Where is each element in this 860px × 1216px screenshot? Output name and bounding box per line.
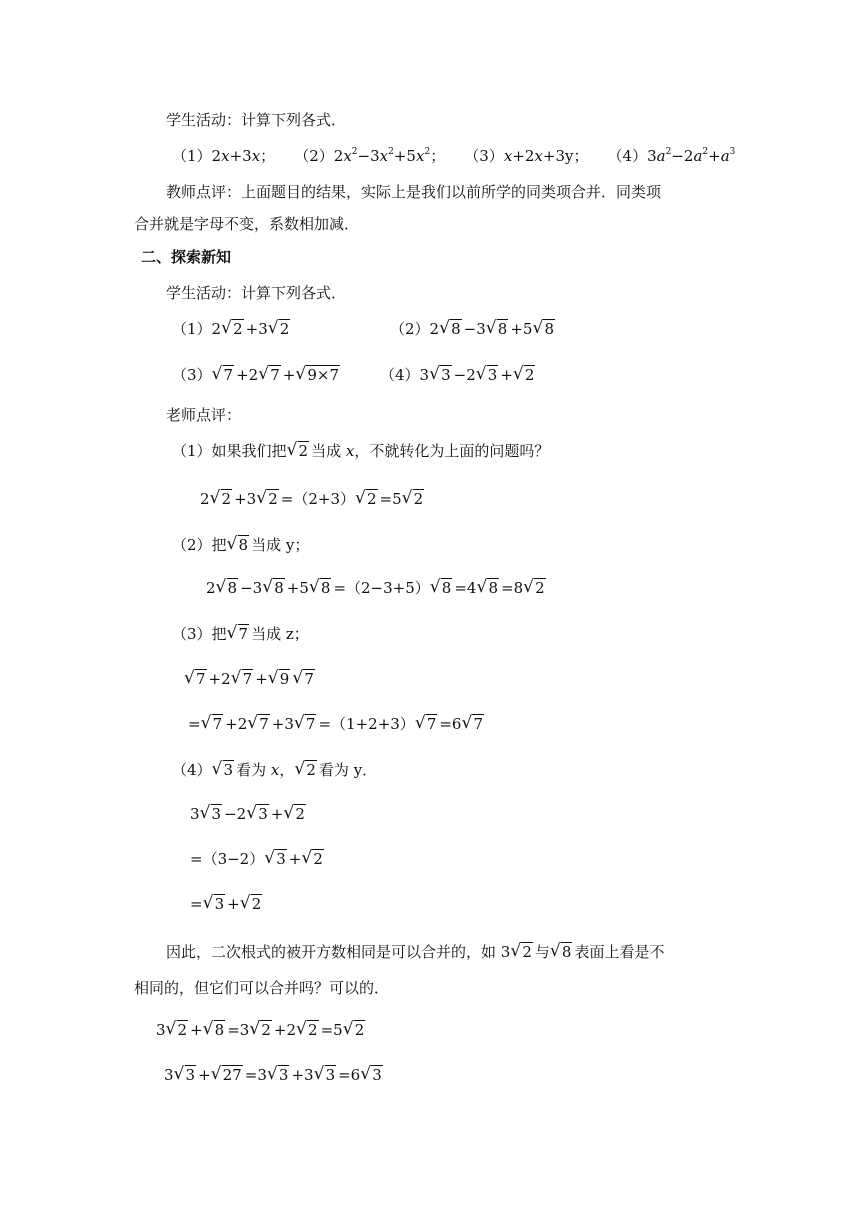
student-activity-1: 学生活动：计算下列各式． [166, 111, 347, 129]
solution-3-line-1: √ 7 +2√ 7 +√ 9√ 7 [184, 668, 317, 690]
hint-3: （3）把√ 7 当成 z； [172, 623, 309, 645]
solution-2: 2√ 8 −3√ 8 +5√ 8 =（2−3+5）√ 8 =4√ 8 =8√ 2 [206, 577, 548, 599]
teacher-comment-1: 教师点评：上面题目的结果，实际上是我们以前所学的同类项合并．同类项 [166, 183, 662, 201]
hint-2: （2）把√ 8 当成 y； [172, 534, 309, 556]
solution-1: 2√ 2 +3√ 2 =（2+3）√ 2 =5√ 2 [200, 488, 426, 510]
exercise-3: （3）√ 7 +2√ 7 +√ 9×7 [172, 364, 342, 386]
conclusion-1: 因此，二次根式的被开方数相同是可以合并的，如 3√ 2 与√ 8 表面上看是不 [166, 941, 664, 963]
solution-4-line-1: 3√ 3 −2√ 3 +√ 2 [190, 803, 308, 825]
hint-4: （4）√ 3 看为 x，√ 2 看为 y． [172, 759, 377, 781]
exercise-4: （4）3√ 3 −2√ 3 +√ 2 [380, 364, 537, 386]
solution-3-line-2: =√ 7 +2√ 7 +3√ 7 =（1+2+3）√ 7 =6√ 7 [188, 713, 486, 735]
exercise-list-1: （1）2x+3x； $(2)2x^2-3x^2+5x^2$； （3）x+2x+3y； $(4)3a^2-2a^2+a^3$ [172, 147, 736, 165]
student-activity-2: 学生活动：计算下列各式． [166, 284, 347, 302]
hint-1: （1）如果我们把√ 2 当成 x，不就转化为上面的问题吗？ [172, 440, 549, 462]
example-1: 3√ 2 +√ 8 =3√ 2 +2√ 2 =5√ 2 [156, 1019, 367, 1041]
section-heading: 二、探索新知 [141, 248, 232, 266]
teacher-comment-2: 合并就是字母不变，系数相加减． [134, 215, 360, 233]
exercise-1-2: （1）2√ 2 +3√ 2 [172, 318, 292, 340]
exercise-2: （2）2√ 8 −3√ 8 +5√ 8 [390, 318, 557, 340]
example-2: 3√ 3 +√ 27 =3√ 3 +3√ 3 =6√ 3 [164, 1064, 385, 1086]
solution-4-line-2: =（3−2）√ 3 +√ 2 [190, 848, 326, 870]
solution-4-line-3: =√ 3 +√ 2 [190, 893, 264, 915]
teacher-comment-3: 老师点评： [166, 406, 242, 424]
conclusion-2: 相同的，但它们可以合并吗？可以的． [134, 979, 390, 997]
